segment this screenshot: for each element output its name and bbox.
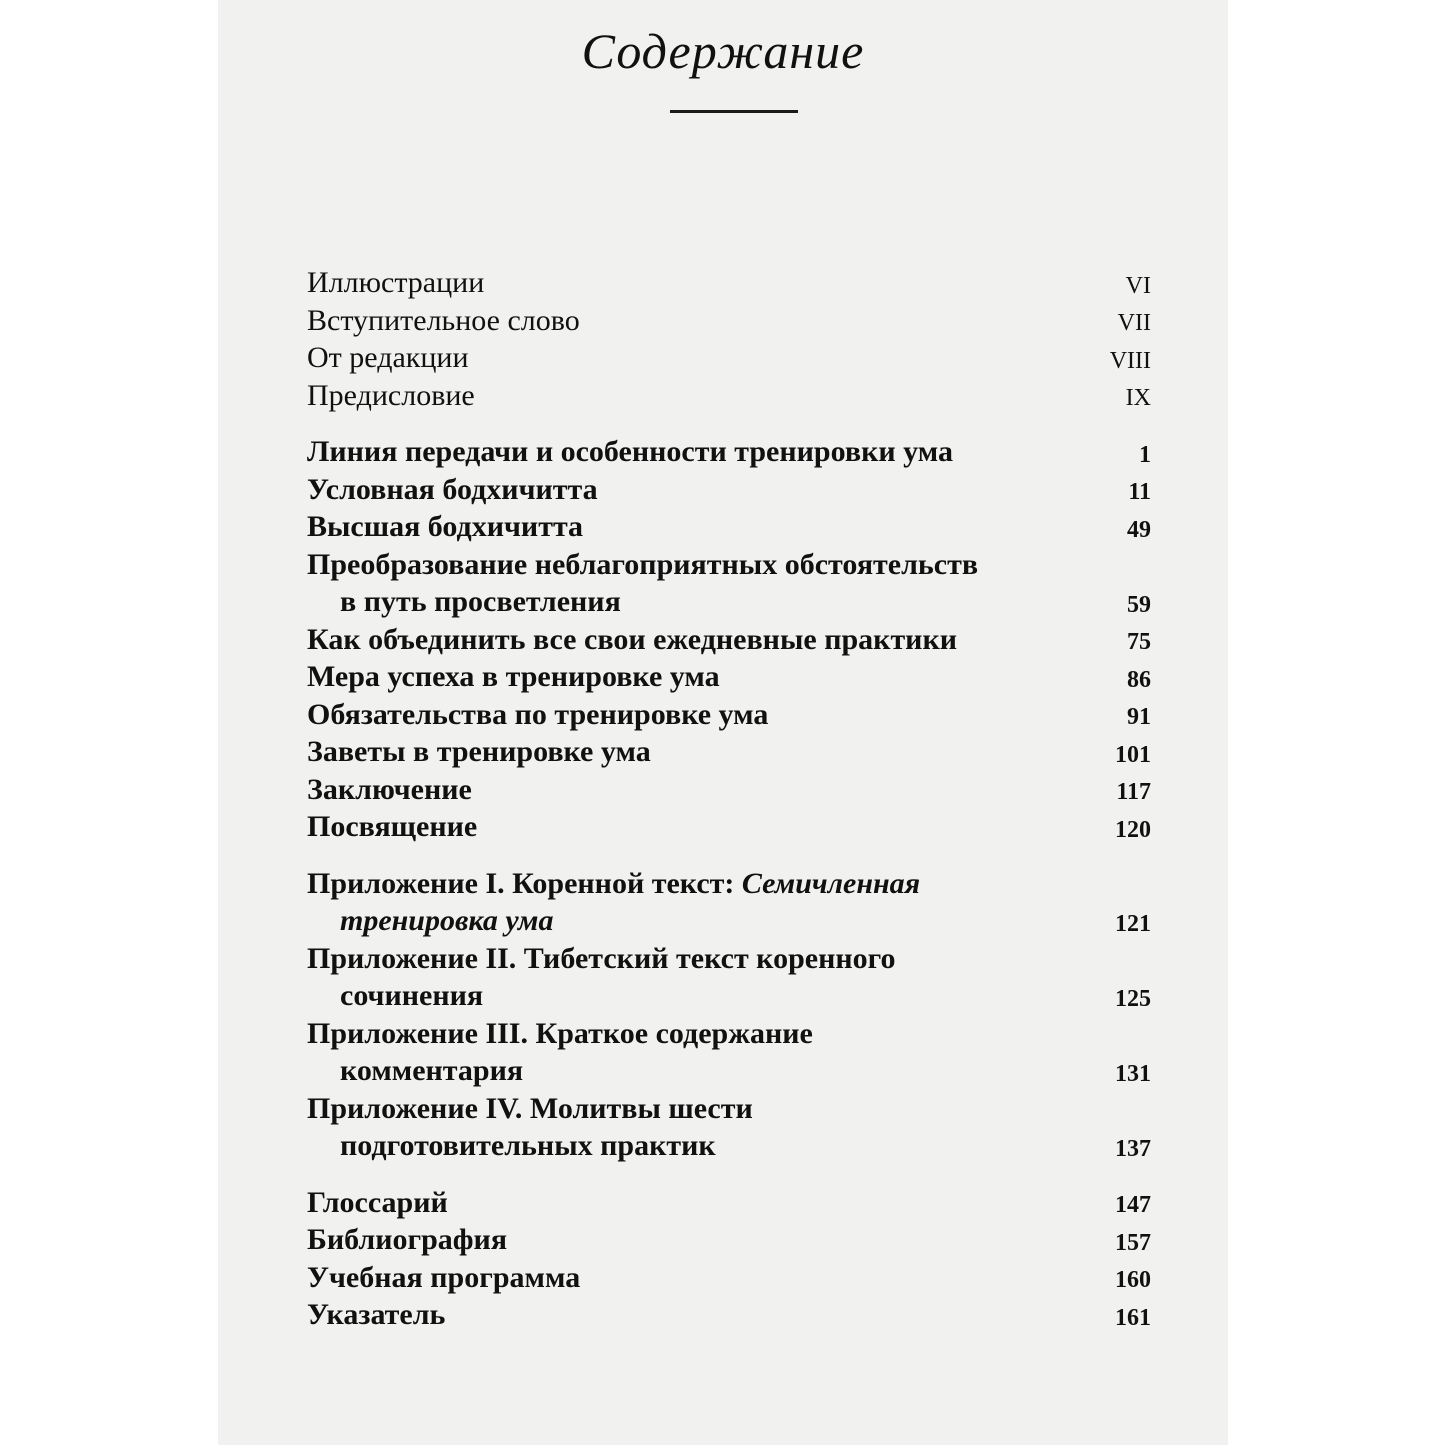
book-page [218, 0, 1228, 1445]
toc-entry-title-continuation: в путь просветления [340, 585, 621, 618]
toc-entry-page: 161 [1115, 1304, 1151, 1331]
title-underline [670, 110, 798, 113]
toc-entry-title: Глоссарий [307, 1185, 448, 1219]
toc-entry-page: 121 [1115, 910, 1151, 937]
toc-entry [307, 733, 1151, 771]
toc-entry-page: 157 [1115, 1229, 1151, 1256]
toc-entry [307, 264, 1151, 302]
toc-entry-page: 125 [1115, 985, 1151, 1012]
toc-entry [307, 471, 1151, 509]
toc-entry-page: VII [1117, 310, 1151, 336]
toc-entry-title-continuation: сочинения [340, 979, 484, 1012]
toc-entry-page: 101 [1115, 741, 1151, 768]
toc-entry [307, 940, 1151, 1015]
toc-entry [307, 1090, 1151, 1165]
toc-entry-page: 147 [1115, 1192, 1151, 1218]
toc-entry-page: 75 [1127, 629, 1151, 655]
toc-group-appendices [307, 865, 1151, 1165]
toc-entry-page: 131 [1115, 1060, 1151, 1087]
toc-entry-title [307, 865, 1151, 903]
toc-entry-page: 117 [1116, 779, 1151, 805]
toc-entry-title: Библиография [307, 1223, 508, 1256]
toc-entry [307, 1184, 1151, 1222]
toc-entry-title: Высшая бодхичитта [307, 510, 584, 543]
toc-entry [307, 808, 1151, 846]
toc-entry-page: 137 [1115, 1135, 1151, 1162]
toc-entry [307, 1015, 1151, 1090]
toc-entry [307, 658, 1151, 696]
toc-entry-title-continuation: тренировка ума [340, 904, 554, 937]
toc-group-back-matter [307, 1184, 1151, 1334]
toc-group-chapters [307, 433, 1151, 846]
toc-entry-page: 1 [1139, 441, 1151, 468]
toc-entry-title-italic: Семичленная [741, 866, 921, 900]
toc-entry-page: 91 [1127, 704, 1151, 730]
toc-entry-title-continuation: подготовительных практик [340, 1129, 716, 1162]
toc-entry-title-continuation: комментария [340, 1054, 524, 1087]
toc-entry-title: Как объединить все свои ежедневные практики [307, 622, 958, 656]
toc-entry-title: Учебная программа [307, 1260, 581, 1294]
toc-entry-page: 59 [1127, 591, 1151, 618]
toc-entry [307, 1259, 1151, 1297]
toc-entry-title: От редакции [307, 341, 469, 374]
toc-entry-title: Предисловие [307, 378, 475, 412]
toc-entry-title: Посвящение [307, 810, 478, 843]
toc-entry-title: Приложение II. Тибетский текст коренного [307, 941, 896, 975]
toc-entry [307, 302, 1151, 340]
toc-entry-title: Мера успеха в тренировке ума [307, 660, 720, 693]
toc-entry [307, 771, 1151, 809]
toc-entry [307, 377, 1151, 415]
page-title: Содержание [581, 23, 865, 79]
toc-entry-page: 120 [1115, 816, 1151, 843]
toc-entry-title: Обязательства по тренировке ума [307, 697, 769, 731]
toc-entry [307, 546, 1151, 621]
toc-entry-title: Приложение IV. Молитвы шести [307, 1091, 753, 1125]
toc-entry [307, 1221, 1151, 1259]
toc-group-front-matter [307, 264, 1151, 414]
toc-entry [307, 339, 1151, 377]
toc-entry [307, 433, 1151, 471]
toc-entry-page: 160 [1115, 1267, 1151, 1293]
toc-entry-page: 49 [1127, 516, 1151, 543]
toc-entry-title: Условная бодхичитта [307, 472, 598, 506]
toc-entry-title: Вступительное слово [307, 303, 580, 337]
toc-entry [307, 696, 1151, 734]
toc-entry [307, 865, 1151, 940]
toc-entry [307, 508, 1151, 546]
toc-entry-title: Заключение [307, 772, 472, 806]
toc-entry [307, 1296, 1151, 1334]
toc-entry-page: 86 [1127, 666, 1151, 693]
toc-entry-title-text: Приложение I. Коренной текст: [307, 866, 742, 900]
toc-entry-title: Заветы в тренировке ума [307, 735, 651, 768]
toc-entry-title: Преобразование неблагоприятных обстоятельств [307, 547, 979, 581]
toc-entry-page: VI [1125, 272, 1151, 299]
toc-entry-title: Иллюстрации [307, 266, 485, 299]
toc-entry-title: Указатель [307, 1298, 446, 1331]
toc-entry-page: IX [1125, 385, 1151, 411]
toc-entry-page: 11 [1128, 479, 1151, 505]
toc-entry-title: Приложение III. Краткое содержание [307, 1016, 813, 1050]
table-of-contents [307, 264, 1151, 1353]
toc-entry [307, 621, 1151, 659]
toc-entry-page: VIII [1109, 347, 1151, 374]
toc-entry-title: Линия передачи и особенности тренировки ума [307, 435, 953, 468]
